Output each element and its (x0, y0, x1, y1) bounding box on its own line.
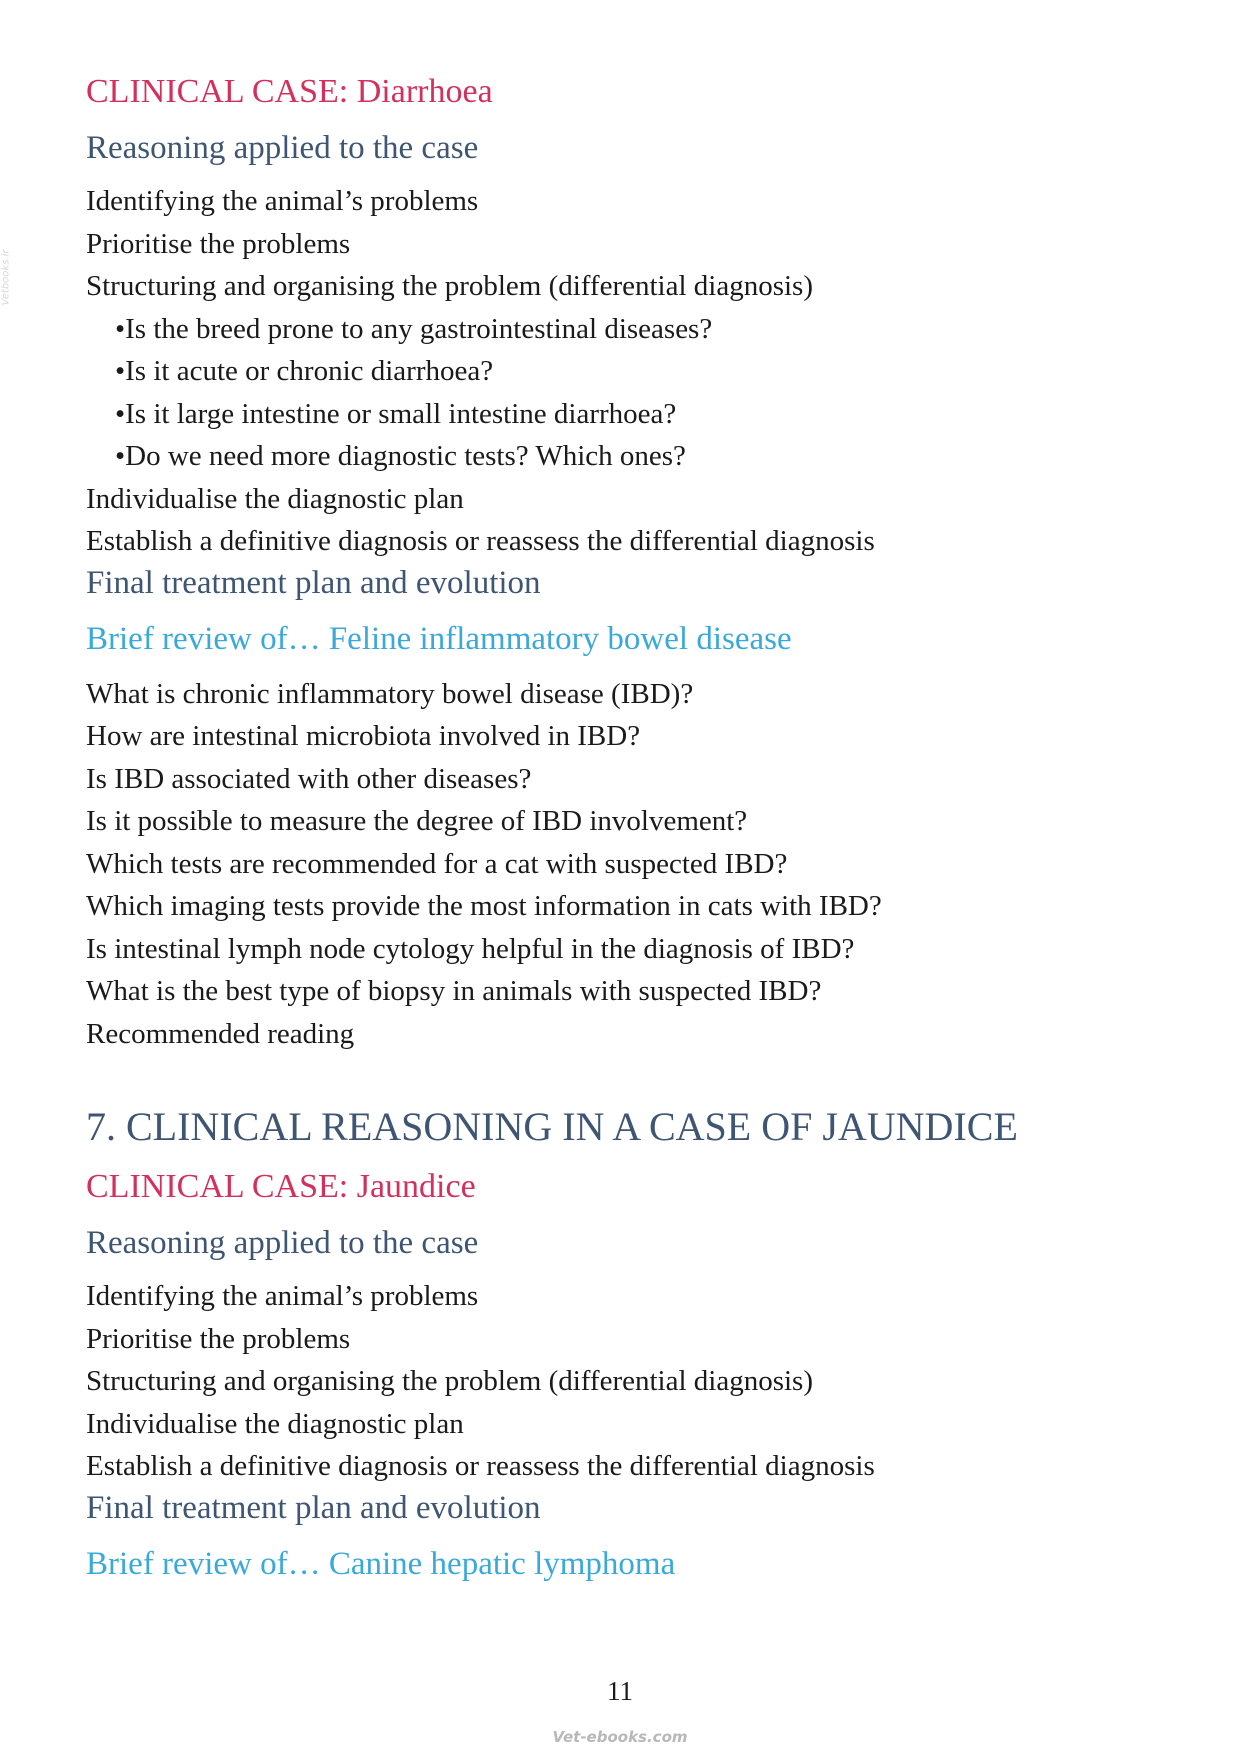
review-item: Recommended reading (86, 1017, 355, 1050)
case-title-jaundice: CLINICAL CASE: Jaundice (86, 1168, 476, 1205)
reasoning-heading: Reasoning applied to the case (86, 130, 479, 166)
footer-logo: Vet-ebooks.com (552, 1728, 688, 1746)
list-item: Prioritise the problems (86, 1322, 351, 1355)
brief-review-heading: Brief review of… Feline inflammatory bowel disease (86, 620, 792, 657)
review-item: Which tests are recommended for a cat with suspected IBD? (86, 847, 788, 880)
review-item: What is the best type of biopsy in animals with suspected IBD? (86, 975, 822, 1007)
table-of-contents (86, 72, 1166, 1598)
bullet-item: •Is the breed prone to any gastrointestinal diseases? (115, 312, 713, 345)
review-item: Is intestinal lymph node cytology helpful in the diagnosis of IBD? (86, 932, 855, 965)
list-item: Identifying the animal’s problems (86, 1280, 479, 1312)
review-item: What is chronic inflammatory bowel disease (IBD)? (86, 677, 694, 710)
review-item: Is IBD associated with other diseases? (86, 762, 532, 795)
bullet-item: •Is it acute or chronic diarrhoea? (115, 355, 494, 387)
side-watermark: Vetbooks.ir (0, 249, 12, 306)
final-treatment-heading: Final treatment plan and evolution (86, 1489, 541, 1526)
list-item: Individualise the diagnostic plan (86, 1407, 464, 1440)
chapter-title: 7. CLINICAL REASONING IN A CASE OF JAUNDICE (86, 1104, 1018, 1149)
page-number: 11 (607, 1676, 633, 1706)
final-treatment-heading: Final treatment plan and evolution (86, 564, 541, 601)
list-item: Structuring and organising the problem (differential diagnosis) (86, 1365, 813, 1397)
list-item: Establish a definitive diagnosis or reassess the differential diagnosis (86, 525, 875, 557)
review-item: How are intestinal microbiota involved in IBD? (86, 720, 641, 752)
list-item: Structuring and organising the problem (differential diagnosis) (86, 270, 813, 302)
list-item: Prioritise the problems (86, 227, 351, 260)
review-item: Which imaging tests provide the most information in cats with IBD? (86, 890, 882, 922)
list-item: Establish a definitive diagnosis or reassess the differential diagnosis (86, 1450, 875, 1482)
case-title-diarrhoea: CLINICAL CASE: Diarrhoea (86, 73, 493, 110)
bullet-item: •Is it large intestine or small intestine diarrhoea? (115, 397, 677, 430)
brief-review-heading: Brief review of… Canine hepatic lymphoma (86, 1545, 676, 1582)
review-item: Is it possible to measure the degree of IBD involvement? (86, 805, 748, 837)
list-item: Individualise the diagnostic plan (86, 482, 464, 515)
list-item: Identifying the animal’s problems (86, 185, 479, 217)
reasoning-heading: Reasoning applied to the case (86, 1225, 479, 1261)
bullet-item: •Do we need more diagnostic tests? Which ones? (115, 440, 686, 472)
